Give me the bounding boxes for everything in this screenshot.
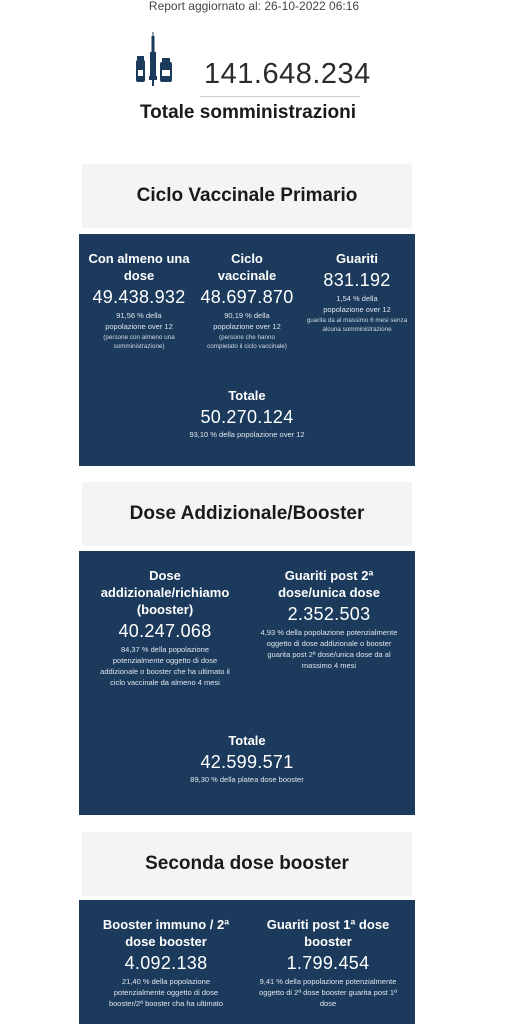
column-value: 49.438.932 (92, 287, 186, 307)
at-least-one-dose-column (87, 250, 191, 351)
booster-header: Dose Addizionale/Booster (82, 482, 412, 546)
column-title: Guariti post 1ª dose booster (266, 917, 390, 949)
total-administrations-label: Totale somministrazioni (139, 102, 357, 123)
column-title: Booster immuno / 2ª dose booster (102, 917, 230, 949)
column-value: 831.192 (323, 270, 391, 290)
total-value: 42.599.571 (200, 752, 294, 772)
recovered-post-second-dose-column (251, 567, 407, 671)
primary-cycle-header: Ciclo Vaccinale Primario (82, 164, 412, 228)
vaccine-vials-icon (132, 32, 176, 88)
column-note: (persone con almeno una somministrazione) (103, 334, 175, 350)
column-value: 2.352.503 (287, 604, 371, 624)
booster-dose-column (93, 567, 237, 688)
column-percentage: 90,19 % della popolazione over 12 (213, 311, 281, 331)
booster-total (79, 733, 415, 785)
divider (200, 96, 360, 97)
recovered-post-first-booster-column (253, 916, 403, 1009)
column-value: 48.697.870 (200, 287, 294, 307)
column-value: 40.247.068 (118, 621, 212, 641)
total-percentage: 89,30 % della platea dose booster (190, 775, 304, 784)
column-value: 4.092.138 (124, 953, 208, 973)
second-booster-panel (79, 900, 415, 1024)
column-percentage: 9,41 % della popolazione potenzialmente oggetto di 2ª dose booster guarita post 1ª dose (259, 977, 397, 1008)
second-booster-dose-column (93, 916, 239, 1009)
second-booster-header: Seconda dose booster (82, 832, 412, 896)
report-updated-date: Report aggiornato al: 26-10-2022 06:16 (148, 0, 360, 13)
primary-total (79, 388, 415, 440)
booster-panel (79, 551, 415, 815)
column-note: (persone che hanno completato il ciclo vaccinale) (207, 334, 287, 350)
column-title: Guariti post 2ª dose/unica dose (278, 568, 380, 600)
column-percentage: 1,54 % della popolazione over 12 (323, 294, 391, 314)
total-title: Totale (228, 388, 266, 403)
total-percentage: 93,10 % della popolazione over 12 (189, 430, 305, 439)
column-title: Guariti (336, 251, 378, 266)
total-administrations-value: 141.648.234 (204, 58, 371, 90)
column-title: Dose addizionale/richiamo (booster) (100, 568, 230, 617)
column-value: 1.799.454 (286, 953, 370, 973)
total-title: Totale (228, 733, 266, 748)
recovered-column (305, 250, 409, 334)
primary-cycle-panel (79, 234, 415, 466)
column-note: guarita da al massimo 6 mesi senza alcuna somministrazione (306, 317, 408, 333)
column-percentage: 4,93 % della popolazione potenzialmente oggetto di dose addizionale o booster guarita post 2ª dose/unica dose da al massimo 4 mesi (260, 628, 398, 670)
column-title: Ciclo vaccinale (217, 251, 277, 283)
column-percentage: 21,40 % della popolazione potenzialmente oggetto di dose booster/2ª booster cha ha ultimato (108, 977, 224, 1008)
total-value: 50.270.124 (200, 407, 294, 427)
total-administrations-block (0, 30, 508, 130)
column-percentage: 91,56 % della popolazione over 12 (105, 311, 173, 331)
column-percentage: 84,37 % della popolazione potenzialmente oggetto di dose addizionale o booster che ha ultimato il ciclo vaccinale da almeno 4 mesi (100, 645, 230, 687)
column-title: Con almeno una dose (88, 251, 190, 283)
full-cycle-column (195, 250, 299, 351)
